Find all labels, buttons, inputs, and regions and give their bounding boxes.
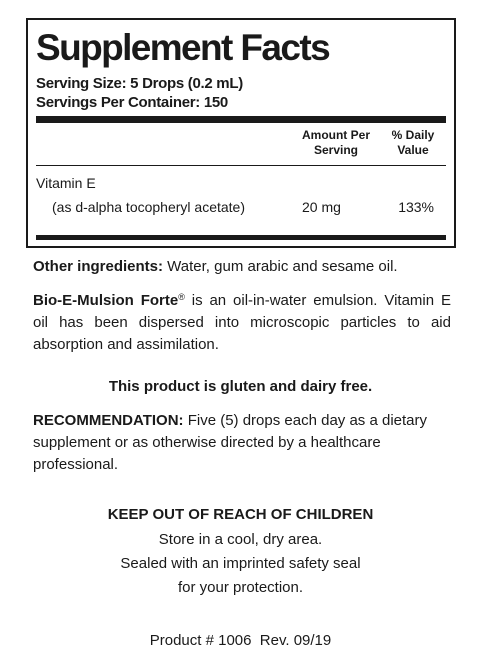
panel-title: Supplement Facts (36, 27, 330, 68)
protection-line: for your protection. (177, 579, 304, 596)
supplement-facts-panel (26, 18, 456, 248)
seal-line: Sealed with an imprinted safety seal (120, 555, 361, 572)
other-ingredients-text: Water, gum arabic and sesame oil. (163, 258, 398, 275)
other-ingredients (33, 256, 451, 278)
dv-header-line2: Value (397, 143, 429, 157)
nutrient-daily-value: 133% (398, 199, 434, 215)
recommendation-label: RECOMMENDATION: (33, 412, 184, 429)
registered-mark: ® (178, 292, 185, 302)
product-description (33, 290, 451, 356)
serving-size: Serving Size: 5 Drops (0.2 mL) (36, 75, 243, 92)
nutrient-row (36, 198, 446, 220)
allergen-note: This product is gluten and dairy free. (108, 378, 373, 395)
amount-per-serving-header (298, 128, 374, 158)
amount-header-line1: Amount Per (301, 128, 370, 142)
nutrient-form: (as d-alpha tocopheryl acetate) (52, 199, 245, 215)
storage-line: Store in a cool, dry area. (158, 531, 323, 548)
servings-per-container: Servings Per Container: 150 (36, 94, 228, 111)
thick-divider (36, 116, 446, 123)
nutrient-name: Vitamin E (36, 175, 96, 191)
column-headers (36, 123, 446, 165)
recommendation (33, 410, 451, 476)
description-text: is an oil-in-water emulsion. Vitamin E oil has been dispersed into microscopic particles to aid absorption and assimilation. (33, 292, 451, 353)
nutrient-amount: 20 mg (302, 199, 341, 215)
warning-heading: KEEP OUT OF REACH OF CHILDREN (107, 506, 374, 523)
bottom-divider (36, 235, 446, 240)
other-ingredients-label: Other ingredients: (33, 258, 164, 275)
product-footer: Product # 1006 Rev. 09/19 (149, 632, 332, 649)
recommendation-text: Five (5) drops each day as a dietary supplement or as otherwise directed by a healthcare professional. (33, 412, 427, 473)
product-name: Bio-E-Mulsion Forte (33, 292, 179, 309)
thin-divider (36, 165, 446, 166)
amount-header-line2: Serving (313, 143, 358, 157)
dv-header-line1: % Daily (391, 128, 435, 142)
daily-value-header (378, 128, 448, 158)
